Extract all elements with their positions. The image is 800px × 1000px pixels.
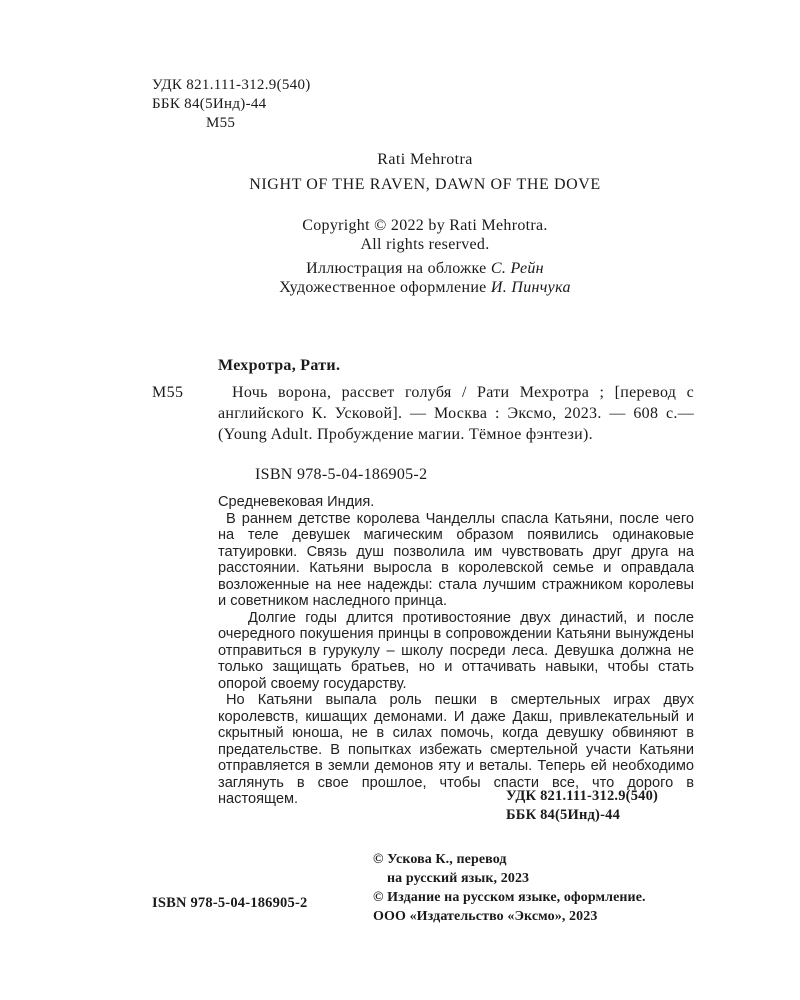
original-author: Rati Mehrotra [377, 151, 473, 168]
publisher-copyright-line-2: ООО «Издательство «Эксмо», 2023 [373, 909, 598, 924]
annotation-paragraph: В раннем детстве королева Чанделлы спасла Катьяни, после чего на теле девушек магическим образом появились одинаковые татуировки. Связь душ позволила им чувствовать друг друга на расстоянии. Катьяни выросла в королевской семье и оправдала возложенные на нее надежды: стала лучшим стражником королевы и советником наследного принца. [218, 510, 694, 609]
bbk-code-bottom: ББК 84(5Инд)-44 [506, 807, 621, 823]
udk-code-bottom: УДК 821.111-312.9(540) [506, 788, 659, 804]
publisher-copyright-line-1: © Издание на русском языке, оформление. [373, 890, 646, 905]
author-mark-top: М55 [206, 115, 236, 131]
annotation-paragraph: Но Катьяни выпала роль пешки в смертельных играх двух королевств, кишащих демонами. И даже Дакш, привлекательный и скрытный юноша, не в силах помочь, когда девушку обвиняют в предательстве. В попытках избежать смертельной участи Катьяни отправляется в земли демонов яту и веталы. Теперь ей необходимо заглянуть в свое прошлое, чтобы спасти все, что дорого в настоящем. [218, 692, 694, 807]
translator-copyright-line-1: © Ускова К., перевод [373, 852, 507, 867]
translator-copyright [373, 850, 646, 926]
design-name: И. Пинчука [490, 279, 571, 296]
copyright-line-1: Copyright © 2022 by Rati Mehrotra. [302, 217, 548, 234]
illustration-label: Иллюстрация на обложке [306, 260, 487, 277]
design-label: Художественное оформление [279, 279, 487, 296]
bib-description: Ночь ворона, рассвет голубя / Рати Мехротра ; [перевод с английского К. Усковой]. — Москва : Эксмо, 2023. — 608 с.— (Young Adult. Пробуждение магии. Тёмное фэнтези). [218, 384, 694, 443]
design-credit [0, 278, 800, 297]
udk-code-top: УДК 821.111-312.9(540) [152, 77, 311, 93]
copyright-line-2: All rights reserved. [360, 236, 490, 253]
illustration-credit [0, 259, 800, 278]
annotation-paragraph: Долгие годы длится противостояние двух династий, и после очередного покушения принцы в сопровождении Катьяни вынуждены отправиться в гурукулу – школу посреди леса. Девушка должна не только защищать братьев, но и оттачивать навыки, чтобы стать опорой своему государству. [218, 609, 694, 692]
bib-author-heading: Мехротра, Рати. [218, 357, 341, 374]
bib-isbn: ISBN 978-5-04-186905-2 [255, 466, 428, 483]
original-title: NIGHT OF THE RAVEN, DAWN OF THE DOVE [249, 176, 601, 193]
annotation [218, 494, 694, 808]
annotation-paragraph: Средневековая Индия. [218, 494, 375, 510]
isbn-bottom: ISBN 978-5-04-186905-2 [152, 895, 308, 911]
bbk-code-top: ББК 84(5Инд)-44 [152, 96, 267, 112]
translator-copyright-line-2: на русский язык, 2023 [387, 871, 530, 886]
illustration-name: С. Рейн [490, 260, 544, 277]
bib-author-mark: М55 [152, 384, 184, 401]
